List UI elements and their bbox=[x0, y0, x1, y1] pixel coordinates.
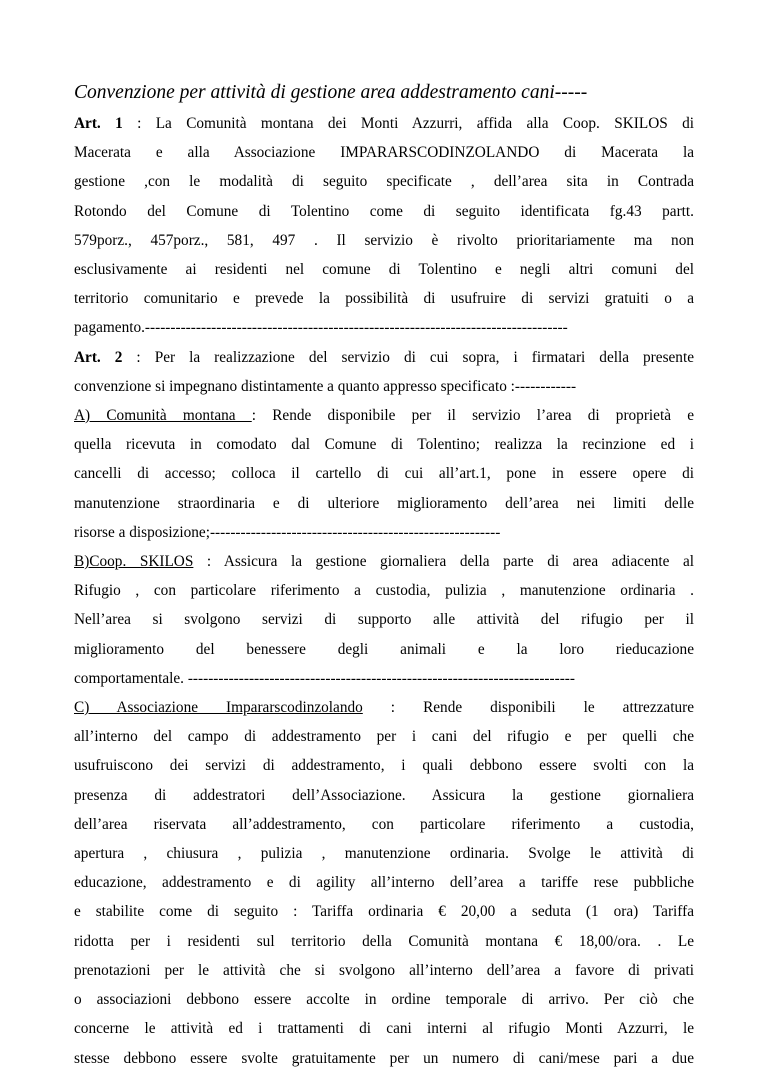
text-line: convenzione si impegnano distintamente a quanto appresso specificato :------------ bbox=[74, 377, 577, 395]
text-line: quella ricevuta in comodato dal Comune di Tolentino; realizza la recinzione ed i bbox=[74, 436, 694, 454]
text-line: presenza di addestratori dell’Associazione. Assicura la gestione giornaliera bbox=[74, 786, 694, 804]
text-line: educazione, addestramento e di agility all’interno dell’area a tariffe rese pubbliche bbox=[74, 874, 694, 892]
text-line: miglioramento del benessere degli animali e la loro rieducazione bbox=[74, 640, 694, 658]
article-2 bbox=[74, 343, 694, 401]
text-line: usufruiscono dei servizi di addestramento, i quali debbono essere svolti con la bbox=[74, 757, 694, 775]
text-line: concerne le attività ed i trattamenti di cani interni al rifugio Monti Azzurri, le bbox=[74, 1020, 694, 1038]
text-line: A) Comunità montana : Rende disponibile per il servizio l’area di proprietà e bbox=[74, 407, 694, 425]
text-line: esclusivamente ai residenti nel comune di Tolentino e negli altri comuni del bbox=[74, 261, 694, 279]
text-line: gestione ,con le modalità di seguito specificate , dell’area sita in Contrada bbox=[74, 173, 694, 191]
text-line: Rotondo del Comune di Tolentino come di seguito identificata fg.43 partt. bbox=[74, 202, 694, 220]
text-line: Macerata e alla Associazione IMPARARSCODINZOLANDO di Macerata la bbox=[74, 144, 694, 162]
text-line: ridotta per i residenti sul territorio della Comunità montana € 18,00/ora. . Le bbox=[74, 932, 694, 950]
section-b-label: B)Coop. SKILOS bbox=[74, 553, 194, 571]
text-line: all’interno del campo di addestramento per i cani del rifugio e per quelli che bbox=[74, 728, 694, 746]
text-line: Art. 2 : Per la realizzazione del servizio di cui sopra, i firmatari della presente bbox=[74, 348, 694, 366]
section-a bbox=[74, 401, 694, 547]
text-line: o associazioni debbono essere accolte in ordine temporale di arrivo. Per ciò che bbox=[74, 991, 694, 1009]
section-a-label: A) Comunità montana bbox=[74, 407, 252, 425]
document-page bbox=[74, 80, 694, 1073]
text-line: comportamentale. ---------------------------------------------------------------------------- bbox=[74, 669, 575, 687]
text-line: apertura , chiusura , pulizia , manutenzione ordinaria. Svolge le attività di bbox=[74, 845, 694, 863]
article-1 bbox=[74, 109, 694, 343]
section-c bbox=[74, 693, 694, 1073]
text-line: Nell’area si svolgono servizi di supporto alle attività del rifugio per il bbox=[74, 611, 694, 629]
text-line: territorio comunitario e prevede la possibilità di usufruire di servizi gratuiti o a bbox=[74, 290, 694, 308]
text-line: pagamento.----------------------------------------------------------------------------------- bbox=[74, 319, 568, 337]
text-line: e stabilite come di seguito : Tariffa ordinaria € 20,00 a seduta (1 ora) Tariffa bbox=[74, 903, 694, 921]
text-line: Rifugio , con particolare riferimento a custodia, pulizia , manutenzione ordinaria . bbox=[74, 582, 694, 600]
section-b bbox=[74, 547, 694, 693]
text-line: Art. 1 : La Comunità montana dei Monti Azzurri, affida alla Coop. SKILOS di bbox=[74, 115, 695, 132]
text-line: C) Associazione Impararscodinzolando : Rende disponibili le attrezzature bbox=[74, 699, 694, 717]
article-1-label: Art. 1 bbox=[74, 115, 123, 132]
text-line: stesse debbono essere svolte gratuitamente per un numero di cani/mese pari a due bbox=[74, 1049, 694, 1067]
text-line: manutenzione straordinaria e di ulteriore miglioramento dell’area nei limiti delle bbox=[74, 494, 694, 512]
document-title: Convenzione per attività di gestione area addestramento cani----- bbox=[74, 82, 588, 103]
section-c-label: C) Associazione Impararscodinzolando bbox=[74, 699, 363, 717]
text-line: risorse a disposizione;--------------------------------------------------------- bbox=[74, 523, 501, 541]
text-line: 579porz., 457porz., 581, 497 . Il servizio è rivolto prioritariamente ma non bbox=[74, 231, 694, 249]
text-line: cancelli di accesso; colloca il cartello di cui all’art.1, pone in essere opere di bbox=[74, 465, 694, 483]
text-line: dell’area riservata all’addestramento, con particolare riferimento a custodia, bbox=[74, 815, 694, 833]
article-2-label: Art. 2 bbox=[74, 348, 123, 366]
text-line: prenotazioni per le attività che si svolgono all’interno dell’area a favore di privati bbox=[74, 961, 694, 979]
text-line: B)Coop. SKILOS : Assicura la gestione giornaliera della parte di area adiacente al bbox=[74, 553, 695, 571]
